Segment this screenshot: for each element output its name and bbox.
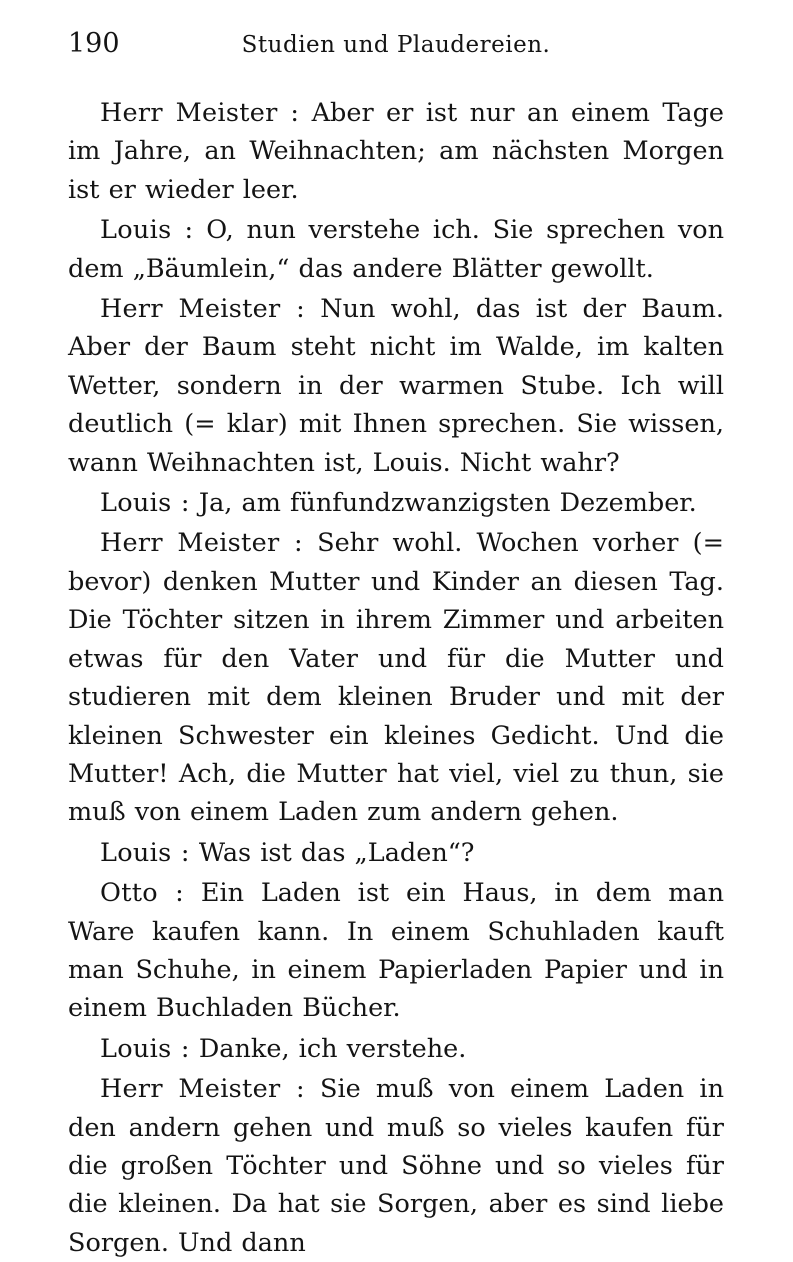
running-title: Studien und Plaudereien. xyxy=(241,32,551,58)
speaker-label: Herr Meister : xyxy=(100,1074,305,1105)
body-text xyxy=(68,94,724,1262)
dialogue-paragraph xyxy=(68,524,724,831)
speaker-label: Herr Meister : xyxy=(100,98,300,128)
dialogue-paragraph xyxy=(68,290,724,482)
speaker-label: Otto : xyxy=(100,878,184,909)
running-head xyxy=(68,28,724,72)
speaker-label: Louis : xyxy=(100,215,194,246)
dialogue-text: Sehr wohl. Wochen vorher (= bevor) denken Mutter und Kinder an diesen Tag. Die Töchter sitzen in ihrem Zimmer und arbeiten etwas für den Vater und für die Mutter und studieren mit dem kleinen Bruder und mit der kleinen Schwester ein kleines Gedicht. Und die Mutter! Ach, die Mutter hat viel, viel zu thun, sie muß von einem Laden zum andern gehen. xyxy=(68,528,724,828)
dialogue-text: Sie muß von einem Laden in den andern gehen und muß so vieles kaufen für die großen Töchter und Söhne und so vieles für die kleinen. Da hat sie Sorgen, aber es sind liebe Sorgen. Und dann xyxy=(68,1074,724,1258)
dialogue-text: Aber er ist nur an einem Tage im Jahre, an Weihnachten; am nächsten Morgen ist er wieder leer. xyxy=(68,98,724,205)
dialogue-paragraph xyxy=(68,874,724,1028)
speaker-label: Herr Meister : xyxy=(100,528,303,559)
speaker-label: Louis : xyxy=(100,837,190,868)
dialogue-text: Was ist das „Laden“? xyxy=(198,837,475,868)
dialogue-text: Nun wohl, das ist der Baum. Aber der Baum steht nicht im Walde, im kalten Wetter, sondern in der warmen Stube. Ich will deutlich (= klar) mit Ihnen sprechen. Sie wissen, wann Weihnachten ist, Louis. Nicht wahr? xyxy=(68,294,725,478)
dialogue-paragraph xyxy=(68,1030,724,1068)
dialogue-paragraph xyxy=(68,211,724,288)
speaker-label: Louis : xyxy=(100,488,190,519)
dialogue-paragraph xyxy=(68,834,724,872)
dialogue-text: Ein Laden ist ein Haus, in dem man Ware kaufen kann. In einem Schuhladen kauft man Schuhe, in einem Papierladen Papier und in einem Buchladen Bücher. xyxy=(68,878,725,1024)
dialogue-text: O, nun verstehe ich. Sie sprechen von dem „Bäumlein,“ das andere Blätter gewollt. xyxy=(68,215,725,284)
dialogue-paragraph xyxy=(68,1070,724,1262)
speaker-label: Louis : xyxy=(100,1033,190,1064)
page-number: 190 xyxy=(68,28,120,59)
dialogue-paragraph xyxy=(68,484,724,522)
dialogue-text: Danke, ich verstehe. xyxy=(198,1033,467,1064)
dialogue-text: Ja, am fünfundzwanzigsten Dezember. xyxy=(198,488,697,519)
book-page xyxy=(68,28,725,1258)
speaker-label: Herr Meister : xyxy=(100,294,306,325)
dialogue-paragraph xyxy=(68,94,724,209)
